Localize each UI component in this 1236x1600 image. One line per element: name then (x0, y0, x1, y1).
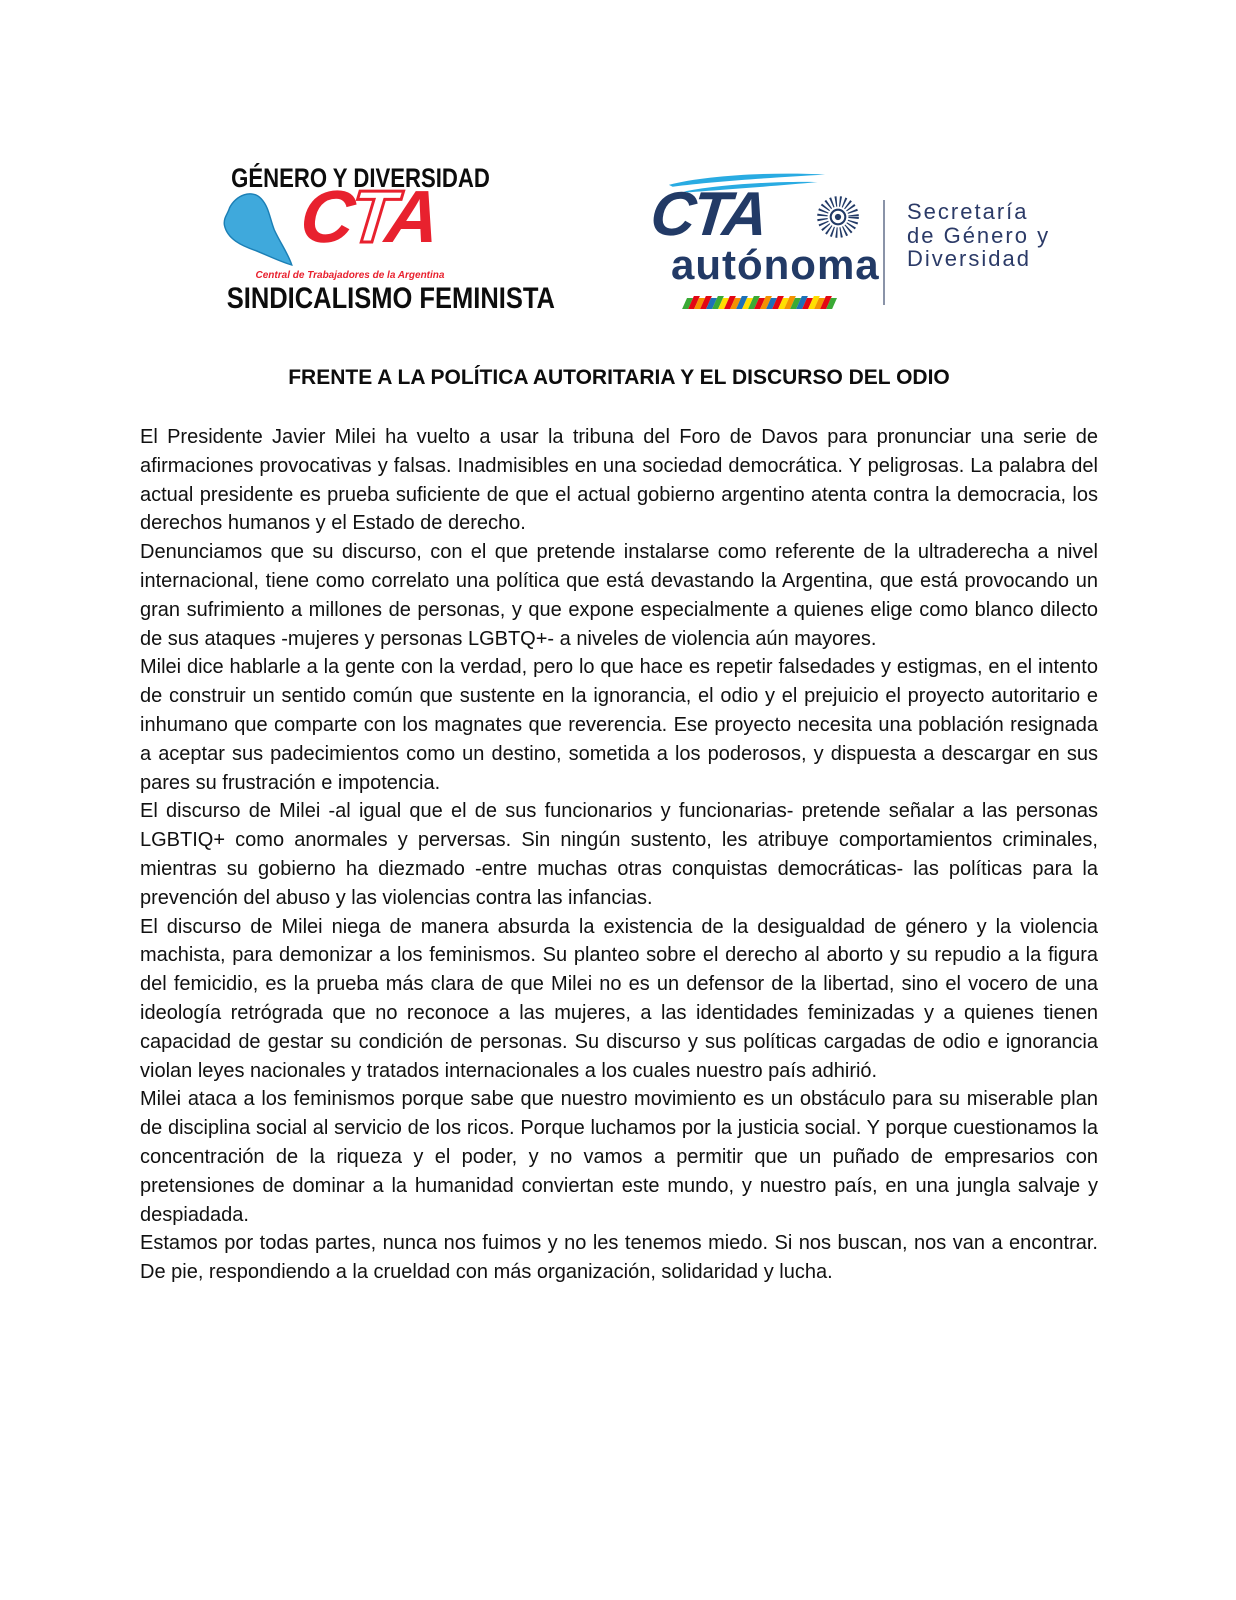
paragraph-6: Milei ataca a los feminismos porque sabe que nuestro movimiento es un obstáculo para su miserable plan de disciplina social al servicio de los ricos. Porque luchamos por la justicia social. Y porque cuestionamos la concentración de la riqueza y el poder, y no vamos a permitir que un puñado de empresarios con pretensiones de dominar a la humanidad conviertan este mundo, y nuestro país, en una jungla salvaje y despiadada. (140, 1088, 1098, 1226)
sun-icon (813, 192, 863, 242)
paragraph-1: El Presidente Javier Milei ha vuelto a usar la tribuna del Foro de Davos para pronunciar una serie de afirmaciones provocativas y falsas. Inadmisibles en una sociedad democrática. Y peligrosas. La palabra del actual presidente es prueba suficiente de que el actual gobierno argentino atenta contra la democracia, los derechos humanos y el Estado de derecho. (140, 426, 1098, 535)
logo-left-subtitle: Central de Trabajadores de la Argentina (255, 270, 445, 281)
paragraph-2: Denunciamos que su discurso, con el que pretende instalarse como referente de la ultraderecha a nivel internacional, tiene como correlato una política que está devastando la Argentina, que está provocando un gran sufrimiento a millones de personas, y que expone especialmente a quienes elige como blanco dilecto de sus ataques -mujeres y personas LGBTQ+- a niveles de violencia aún mayores. (140, 541, 1098, 650)
document-body (140, 366, 1098, 1287)
document-title: FRENTE A LA POLÍTICA AUTORITARIA Y EL DISCURSO DEL ODIO (288, 366, 950, 389)
secretariat-line-1: Secretaría (907, 199, 1029, 224)
cta-red-wordmark (296, 175, 441, 258)
logo-cta-autonoma-secretaria (645, 170, 1075, 320)
paragraph-7: Estamos por todas partes, nunca nos fuimos y no les tenemos miedo. Si nos buscan, nos van a encontrar. De pie, respondiendo a la crueldad con más organización, solidaridad y lucha. (140, 1232, 1098, 1284)
cta-letter-t: T (346, 175, 391, 258)
paragraph-5: El discurso de Milei niega de manera absurda la existencia de la desigualdad de género y la violencia machista, para demonizar a los feminismos. Su planteo sobre el derecho al aborto y su repudio a la figura del femicidio, es la prueba más clara de que Milei no es un defensor de la libertad, sino el vocero de una ideología retrógrada que no reconoce a las mujeres, a las identidades feminizadas y a quienes tienen capacidad de gestar su condición de personas. Su discurso y sus políticas cargadas de odio e ignorancia violan leyes nacionales y tratados internacionales a los cuales nuestro país adhirió. (140, 915, 1098, 1082)
cta-letter-c: C (296, 175, 355, 258)
logo-cta-genero-diversidad (205, 163, 555, 316)
paragraph-3: Milei dice hablarle a la gente con la verdad, pero lo que hace es repetir falsedades y estigmas, en el intento de construir un sentido común que sustente en la ignorancia, el odio y el prejuicio el proyecto autoritario e inhumano que comparte con los magnates que reverencia. Ese proyecto necesita una población resignada a aceptar sus padecimientos como un destino, sometida a los poderosos, y dispuesta a descargar en sus pares su frustración e impotencia. (140, 656, 1098, 794)
autonoma-label: autónoma (671, 241, 880, 288)
cta-autonoma-wordmark: CTA (647, 180, 769, 249)
logo-divider (883, 200, 885, 305)
secretariat-line-3: Diversidad (907, 246, 1031, 271)
wiphala-band (682, 296, 838, 309)
south-america-icon (213, 188, 309, 284)
cta-letter-a: A (381, 175, 441, 258)
paragraph-4: El discurso de Milei -al igual que el de sus funcionarios y funcionarias- pretende señalar a las personas LGBTIQ+ como anormales y perversas. Sin ningún sustento, les atribuye comportamientos criminales, mientras su gobierno ha diezmado -entre muchas otras conquistas democráticas- las políticas para la prevención del abuso y las violencias contra las infancias. (140, 800, 1098, 909)
secretariat-label (907, 200, 1050, 271)
logo-left-top-text: GÉNERO Y DIVERSIDAD (231, 163, 490, 193)
logo-left-bottom-text: SINDICALISMO FEMINISTA (226, 282, 555, 315)
secretariat-line-2: de Género y (907, 222, 1051, 248)
